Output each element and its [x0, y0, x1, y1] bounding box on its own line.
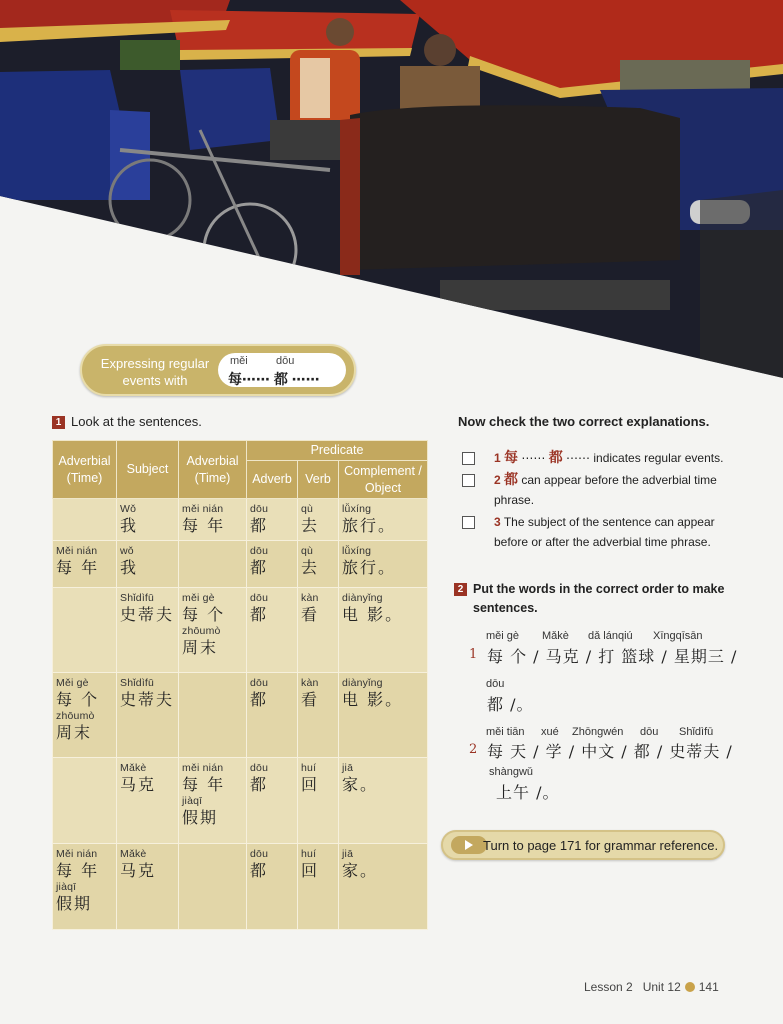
cell-pinyin: Shǐdìfū — [120, 592, 155, 604]
cell-pinyin: měi nián — [182, 503, 224, 515]
cell-pinyin: huí — [301, 762, 317, 774]
exercise-pinyin: Xīngqīsān — [653, 630, 703, 642]
footer-lesson: Lesson 2 — [584, 980, 633, 994]
grammar-topic-pill — [80, 344, 356, 396]
cell-pinyin: zhōumò — [56, 710, 95, 722]
cell-hanzi: 都 — [250, 861, 269, 880]
table-row — [53, 844, 428, 930]
page-number: 141 — [698, 980, 719, 994]
cell-hanzi: 每 年 — [56, 861, 100, 880]
cell-pinyin: Shǐdìfū — [120, 677, 155, 689]
table-cell — [339, 844, 428, 930]
cell-pinyin: dōu — [250, 503, 269, 515]
explanation-checklist — [462, 448, 732, 554]
exercise-hanzi: 每 天 / 学 / 中文 / 都 / 史蒂夫 / — [487, 742, 733, 761]
table-row — [53, 499, 428, 541]
cell-pinyin: kàn — [301, 592, 319, 604]
check-hanzi: 都 — [504, 472, 519, 488]
table-cell — [247, 499, 298, 541]
table-cell — [339, 758, 428, 844]
cell-pinyin: jiàqī — [182, 795, 203, 807]
header-predicate: Predicate — [247, 441, 428, 461]
table-cell — [117, 588, 179, 673]
table-cell — [117, 844, 179, 930]
cell-hanzi: 都 — [250, 605, 269, 624]
table-cell — [53, 588, 117, 673]
table-row — [53, 588, 428, 673]
cell-hanzi: 假期 — [182, 808, 219, 827]
section-2-number: 2 — [454, 583, 467, 596]
cell-pinyin: jiàqī — [56, 881, 77, 893]
cell-pinyin: huí — [301, 848, 317, 860]
cell-pinyin: kàn — [301, 677, 319, 689]
check-hanzi: 每 — [504, 450, 519, 466]
header-adverbial-time-2: Adverbial (Time) — [179, 441, 247, 499]
cell-hanzi: 周末 — [182, 638, 219, 657]
cell-pinyin: qù — [301, 545, 314, 557]
table-cell — [247, 673, 298, 758]
table-cell — [298, 499, 339, 541]
pill-pattern-box — [218, 353, 346, 387]
cell-pinyin: Wǒ — [120, 503, 137, 515]
header-adverbial-time: Adverbial (Time) — [53, 441, 117, 499]
exercise-pinyin: Zhōngwén — [572, 726, 624, 738]
exercise-pinyin: Mǎkè — [542, 630, 569, 642]
header-verb: Verb — [298, 461, 339, 499]
table-cell — [339, 541, 428, 588]
cell-pinyin: Mǎkè — [120, 762, 147, 774]
exercise-pinyin: měi gè — [486, 630, 520, 642]
cell-hanzi: 每 年 — [182, 516, 226, 535]
table-cell — [53, 499, 117, 541]
exercise-pinyin: dǎ lánqiú — [588, 630, 633, 642]
table-cell — [339, 588, 428, 673]
pill-pattern: 每⋯⋯ 都 ⋯⋯ — [228, 371, 320, 387]
table-cell — [339, 499, 428, 541]
cell-pinyin: jiā — [342, 762, 354, 774]
table-body — [53, 499, 428, 930]
check-item-1 — [462, 448, 732, 468]
cell-pinyin: qù — [301, 503, 314, 515]
cell-pinyin: dōu — [250, 848, 269, 860]
table-cell — [247, 541, 298, 588]
table-cell — [298, 541, 339, 588]
table-cell — [117, 673, 179, 758]
table-cell — [179, 541, 247, 588]
cell-pinyin: dōu — [250, 762, 269, 774]
check-text: ⋯⋯ — [518, 451, 549, 465]
grammar-reference-button[interactable] — [441, 830, 725, 860]
table-cell — [53, 541, 117, 588]
page-footer — [584, 980, 719, 994]
cell-pinyin: diànyǐng — [342, 677, 383, 689]
table-cell — [298, 758, 339, 844]
cell-hanzi: 旅行。 — [342, 558, 397, 577]
cell-pinyin: dōu — [250, 545, 269, 557]
exercise-hanzi: 每 个 / 马克 / 打 篮球 / 星期三 / — [487, 647, 738, 666]
table-cell — [179, 673, 247, 758]
checkbox-2[interactable] — [462, 474, 475, 487]
exercise-pinyin: dōu — [640, 726, 659, 738]
cell-hanzi: 每 个 — [56, 690, 100, 709]
cell-hanzi: 去 — [301, 516, 320, 535]
section-1-title: Look at the sentences. — [71, 414, 202, 429]
exercise-pinyin: shàngwǔ — [489, 766, 534, 778]
cell-hanzi: 史蒂夫 — [120, 605, 175, 624]
section-2-title: Put the words in the correct order to make sentences. — [473, 582, 725, 615]
cell-hanzi: 都 — [250, 516, 269, 535]
cell-pinyin: dōu — [250, 592, 269, 604]
header-adverb: Adverb — [247, 461, 298, 499]
table-row — [53, 673, 428, 758]
cell-hanzi: 看 — [301, 690, 320, 709]
sentence-structure-table — [52, 440, 428, 930]
table-cell — [117, 499, 179, 541]
exercise-pinyin: Shǐdìfū — [679, 726, 714, 738]
check-item-3 — [462, 512, 732, 552]
table-cell — [339, 673, 428, 758]
table-cell — [179, 758, 247, 844]
exercise-number: 2 — [469, 742, 478, 757]
cell-hanzi: 旅行。 — [342, 516, 397, 535]
cell-hanzi: 电 影。 — [342, 605, 404, 624]
section-2-heading — [454, 580, 744, 618]
exercise-pinyin: dōu — [486, 678, 505, 690]
cell-hanzi: 家。 — [342, 861, 379, 880]
table-cell — [53, 673, 117, 758]
pill-pinyin-dou: dōu — [276, 355, 295, 367]
check-item-2 — [462, 470, 732, 510]
check-number: 3 — [494, 515, 501, 529]
cell-hanzi: 每 年 — [182, 775, 226, 794]
footer-unit: Unit 12 — [642, 980, 681, 994]
table-row — [53, 541, 428, 588]
cell-hanzi: 我 — [120, 516, 139, 535]
cell-pinyin: jiā — [342, 848, 354, 860]
table-cell — [298, 844, 339, 930]
header-complement: Complement / Object — [339, 461, 428, 499]
table-cell — [117, 758, 179, 844]
table-cell — [298, 673, 339, 758]
checkbox-1[interactable] — [462, 452, 475, 465]
cell-hanzi: 马克 — [120, 861, 157, 880]
cell-hanzi: 都 — [250, 690, 269, 709]
clover-icon — [685, 982, 695, 992]
table-cell — [179, 499, 247, 541]
section-1-number: 1 — [52, 416, 65, 429]
checkbox-3[interactable] — [462, 516, 475, 529]
cell-pinyin: diànyǐng — [342, 592, 383, 604]
cell-pinyin: dōu — [250, 677, 269, 689]
cell-pinyin: Měi nián — [56, 545, 98, 557]
table-cell — [117, 541, 179, 588]
cell-hanzi: 家。 — [342, 775, 379, 794]
pill-label: Expressing regular events with — [100, 356, 210, 388]
cell-hanzi: 看 — [301, 605, 320, 624]
table-cell — [179, 844, 247, 930]
header-subject: Subject — [117, 441, 179, 499]
cell-hanzi: 假期 — [56, 894, 93, 913]
cell-hanzi: 我 — [120, 558, 139, 577]
rickshaw-photo — [0, 0, 783, 380]
cell-pinyin: měi nián — [182, 762, 224, 774]
cell-pinyin: lǚxíng — [342, 503, 372, 515]
check-text: The subject of the sentence can appear before or after the adverbial time phrase. — [494, 515, 715, 549]
table-cell — [179, 588, 247, 673]
check-text: ⋯⋯ indicates regular events. — [562, 451, 724, 465]
table-cell — [247, 844, 298, 930]
cell-pinyin: lǚxíng — [342, 545, 372, 557]
cell-pinyin: zhōumò — [182, 625, 221, 637]
play-arrow-icon — [451, 836, 487, 854]
exercise-pinyin: měi tiān — [486, 726, 525, 738]
cell-hanzi: 周末 — [56, 723, 93, 742]
cell-hanzi: 都 — [250, 558, 269, 577]
table-cell — [247, 758, 298, 844]
exercise-number: 1 — [469, 647, 478, 662]
table-cell — [53, 844, 117, 930]
cell-hanzi: 每 年 — [56, 558, 100, 577]
section-1-heading — [52, 414, 202, 429]
cell-pinyin: wǒ — [120, 545, 134, 557]
cell-pinyin: Mǎkè — [120, 848, 147, 860]
table-row — [53, 758, 428, 844]
pill-pinyin-mei: měi — [230, 355, 248, 367]
cell-pinyin: Měi nián — [56, 848, 98, 860]
exercise-hanzi: 上午 /。 — [496, 783, 560, 802]
check-hanzi: 都 — [548, 450, 563, 466]
check-text: can appear before the adverbial time phrase. — [494, 473, 717, 507]
cell-hanzi: 都 — [250, 775, 269, 794]
exercise-hanzi: 都 /。 — [487, 695, 534, 714]
cell-pinyin: měi gè — [182, 592, 215, 604]
table-cell — [247, 588, 298, 673]
cell-hanzi: 电 影。 — [342, 690, 404, 709]
cell-hanzi: 去 — [301, 558, 320, 577]
check-number: 2 — [494, 473, 501, 487]
cell-hanzi: 每 个 — [182, 605, 226, 624]
grammar-reference-label: Turn to page 171 for grammar reference. — [483, 838, 719, 853]
exercise-pinyin: xué — [541, 726, 559, 738]
cell-hanzi: 史蒂夫 — [120, 690, 175, 709]
cell-pinyin: Měi gè — [56, 677, 89, 689]
table-cell — [53, 758, 117, 844]
check-instructions: Now check the two correct explanations. — [458, 414, 710, 429]
cell-hanzi: 回 — [301, 775, 320, 794]
cell-hanzi: 马克 — [120, 775, 157, 794]
cell-hanzi: 回 — [301, 861, 320, 880]
table-cell — [298, 588, 339, 673]
check-number: 1 — [494, 451, 501, 465]
